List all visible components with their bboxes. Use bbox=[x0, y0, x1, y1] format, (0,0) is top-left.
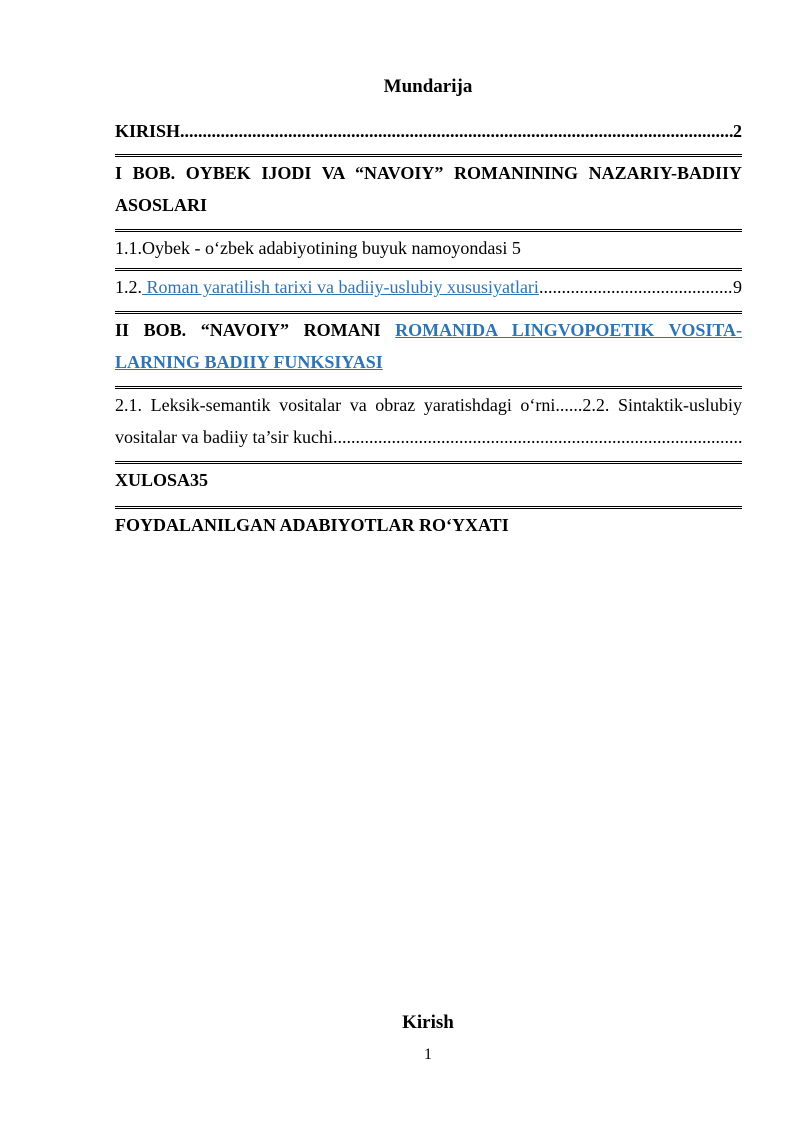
toc-entry-references[interactable]: FOYDALANILGAN ADABIYOTLAR RO‘YXATI bbox=[115, 515, 509, 535]
section-heading: Kirish bbox=[402, 1012, 454, 1033]
toc-1-2-link[interactable]: Roman yaratilish tarixi va badiiy-uslubiy xususiyatlari bbox=[142, 277, 539, 297]
toc-entry-chapter2[interactable] bbox=[115, 314, 742, 346]
toc-entry-intro[interactable] bbox=[115, 115, 742, 147]
page-title: Mundarija bbox=[383, 76, 473, 97]
toc-entry-2-2-line2[interactable] bbox=[115, 421, 742, 453]
toc-chapter2-prefix: II BOB. “NAVOIY” ROMANI bbox=[115, 320, 396, 340]
table-of-contents bbox=[115, 115, 742, 541]
toc-2-2-label: vositalar va badiiy ta’sir kuchi bbox=[115, 427, 333, 447]
toc-chapter2-link-line1[interactable]: ROMANIDA LINGVOPOETIK VOSITA- bbox=[395, 320, 742, 340]
toc-intro-page: 2 bbox=[733, 121, 742, 141]
toc-entry-2-1-line1[interactable]: 2.1. Leksik-semantik vositalar va obraz yaratishdagi o‘rni......2.2. Sintaktik-uslubiy bbox=[115, 395, 742, 415]
toc-1-2-page: 9 bbox=[733, 277, 742, 297]
toc-intro-label: KIRISH bbox=[115, 121, 181, 141]
toc-chapter2-link-line2[interactable]: LARNING BADIIY FUNKSIYASI bbox=[115, 352, 383, 372]
toc-entry-chapter1[interactable]: I BOB. OYBEK IJODI VA “NAVOIY” ROMANINING NAZARIY-BADIIY ASOSLARI bbox=[115, 163, 742, 215]
toc-entry-1-1[interactable]: 1.1.Oybek - o‘zbek adabiyotining buyuk namoyondasi 5 bbox=[115, 238, 521, 258]
toc-entry-conclusion[interactable]: XULOSA35 bbox=[115, 470, 209, 490]
page-number: 1 bbox=[424, 1046, 432, 1063]
toc-1-2-number: 1.2. bbox=[115, 277, 142, 297]
toc-entry-1-2[interactable] bbox=[115, 271, 742, 303]
toc-entry-chapter2-cont[interactable] bbox=[115, 346, 742, 378]
